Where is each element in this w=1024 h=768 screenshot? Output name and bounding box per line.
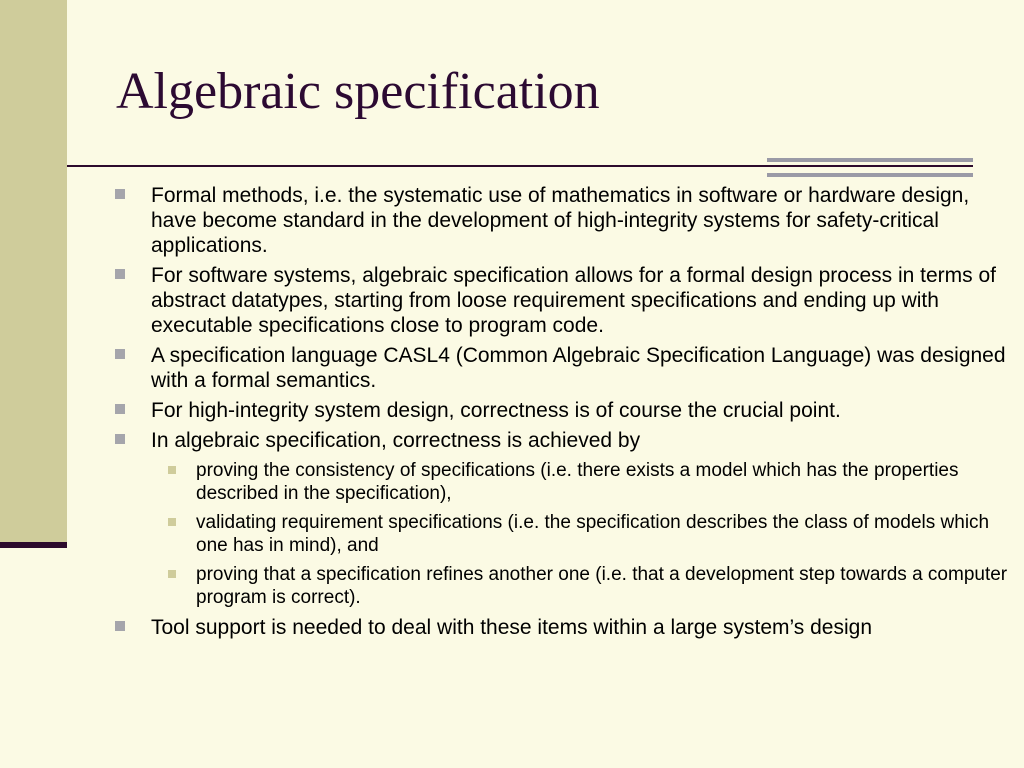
- bullet-text: In algebraic specification, correctness is achieved by: [151, 429, 641, 452]
- sub-bullet-item: [113, 563, 1008, 609]
- left-decorative-band: [0, 0, 67, 542]
- square-bullet-icon: [115, 621, 125, 631]
- bullet-text: For software systems, algebraic specification allows for a formal design process in terms of abstract datatypes, starting from loose requirement specifications and ending up with executable specifications close to program code.: [151, 264, 996, 337]
- bullet-item: [113, 263, 1008, 338]
- bullet-text: Formal methods, i.e. the systematic use of mathematics in software or hardware design, have become standard in the development of high-integrity systems for safety-critical applications.: [151, 184, 970, 257]
- bullet-item: [113, 183, 1008, 258]
- title-underline-rule: [67, 165, 973, 167]
- bullet-text: Tool support is needed to deal with these items within a large system’s design: [151, 616, 873, 639]
- square-bullet-icon: [115, 269, 125, 279]
- bullet-item: [113, 343, 1008, 393]
- left-band-rule: [0, 542, 67, 548]
- bullet-item: [113, 428, 1008, 609]
- sub-bullet-text: proving the consistency of specifications (i.e. there exists a model which has the properties described in the specification),: [196, 460, 959, 504]
- slide-title: Algebraic specification: [116, 63, 600, 120]
- accent-bar-bottom: [767, 173, 973, 177]
- square-bullet-icon: [115, 349, 125, 359]
- slide-body: [113, 183, 1008, 645]
- bullet-item: [113, 615, 1008, 640]
- small-square-bullet-icon: [168, 518, 176, 526]
- sub-bullet-item: [113, 511, 1008, 557]
- small-square-bullet-icon: [168, 466, 176, 474]
- sub-bullet-item: [113, 459, 1008, 505]
- sub-bullet-text: proving that a specification refines another one (i.e. that a development step towards a computer program is correct).: [196, 564, 1008, 608]
- small-square-bullet-icon: [168, 570, 176, 578]
- bullet-text: For high-integrity system design, correctness is of course the crucial point.: [151, 399, 841, 422]
- bullet-text: A specification language CASL4 (Common Algebraic Specification Language) was designed with a formal semantics.: [151, 344, 1006, 392]
- square-bullet-icon: [115, 404, 125, 414]
- accent-bar-top: [767, 158, 973, 162]
- bullet-list: [113, 183, 1008, 640]
- square-bullet-icon: [115, 189, 125, 199]
- bullet-item: [113, 398, 1008, 423]
- sub-bullet-list: [151, 459, 1008, 609]
- sub-bullet-text: validating requirement specifications (i.e. the specification describes the class of models which one has in mind), and: [196, 512, 990, 556]
- square-bullet-icon: [115, 434, 125, 444]
